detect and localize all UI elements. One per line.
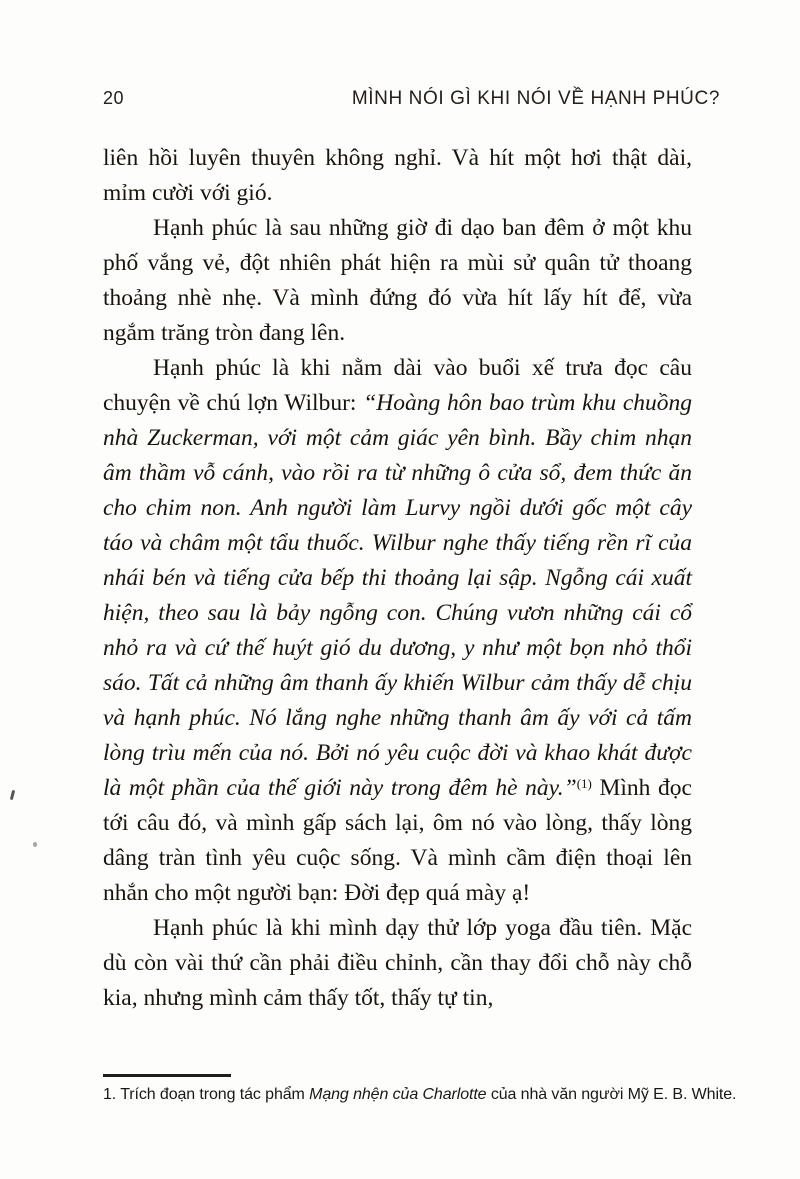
paragraph-3 [103, 351, 692, 911]
page-number: 20 [103, 88, 125, 108]
scan-artifact-mark [10, 790, 15, 800]
paragraph-2-text: Hạnh phúc là sau những giờ đi dạo ban đêm ở một khu phố vắng vẻ, đột nhiên phát hiện ra mùi sử quân tử thoang thoảng nhè nhẹ. Và mình đứng đó vừa hít lấy hít để, vừa ngắm trăng tròn đang lên. [103, 215, 692, 346]
body-text [103, 141, 692, 1016]
paragraph-4 [103, 911, 692, 1016]
scan-artifact-dot [33, 842, 37, 847]
footnote-text-end: của nhà văn người Mỹ E. B. White. [486, 1086, 737, 1103]
running-header-title: MÌNH NÓI GÌ KHI NÓI VỀ HẠNH PHÚC? [351, 88, 720, 109]
footnote-reference: (1) [576, 776, 592, 791]
footnote-text-start: 1. Trích đoạn trong tác phẩm [103, 1086, 310, 1103]
running-header [103, 88, 720, 110]
paragraph-1 [103, 141, 692, 211]
footnote-book-title: Mạng nhện của Charlotte [309, 1086, 487, 1103]
footnote-block [103, 1074, 737, 1105]
paragraph-1-text: liên hồi luyên thuyên không nghỉ. Và hít một hơi thật dài, mỉm cười với gió. [103, 145, 692, 206]
paragraph-3-outro: Mình đọc tới câu đó, và mình gấp sách lại, ôm nó vào lòng, thấy lòng dâng tràn tình yêu cuộc sống. Và mình cầm điện thoại lên nhắn cho một người bạn: Đời đẹp quá mày ạ! [103, 775, 692, 906]
paragraph-3-quote: “Hoàng hôn bao trùm khu chuồng nhà Zuckerman, với một cảm giác yên bình. Bầy chim nhạn âm thầm vỗ cánh, vào rồi ra từ những ô cửa sổ, đem thức ăn cho chim non. Anh người làm Lurvy ngồi dưới gốc một cây táo và châm một tẩu thuốc. Wilbur nghe thấy tiếng rền rĩ của nhái bén và tiếng cửa bếp thi thoảng lại sập. Ngỗng cái xuất hiện, theo sau là bảy ngỗng con. Chúng vươn những cái cổ nhỏ ra và cứ thế huýt gió du dương, y như một bọn nhỏ thổi sáo. Tất cả những âm thanh ấy khiến Wilbur cảm thấy dễ chịu và hạnh phúc. Nó lắng nghe những thanh âm ấy với cả tấm lòng trìu mến của nó. Bởi nó yêu cuộc đời và khao khát được là một phần của thế giới này trong đêm hè này.” [103, 390, 693, 801]
paragraph-2 [103, 211, 692, 351]
paragraph-3-intro: Hạnh phúc là khi nằm dài vào buổi xế trưa đọc câu chuyện về chú lợn Wilbur: [103, 355, 692, 416]
footnote-text [103, 1084, 737, 1105]
footnote-divider [103, 1074, 231, 1077]
paragraph-4-text: Hạnh phúc là khi mình dạy thử lớp yoga đầu tiên. Mặc dù còn vài thứ cần phải điều chỉnh, cần thay đổi chỗ này chỗ kia, nhưng mình cảm thấy tốt, thấy tự tin, [103, 915, 692, 1011]
